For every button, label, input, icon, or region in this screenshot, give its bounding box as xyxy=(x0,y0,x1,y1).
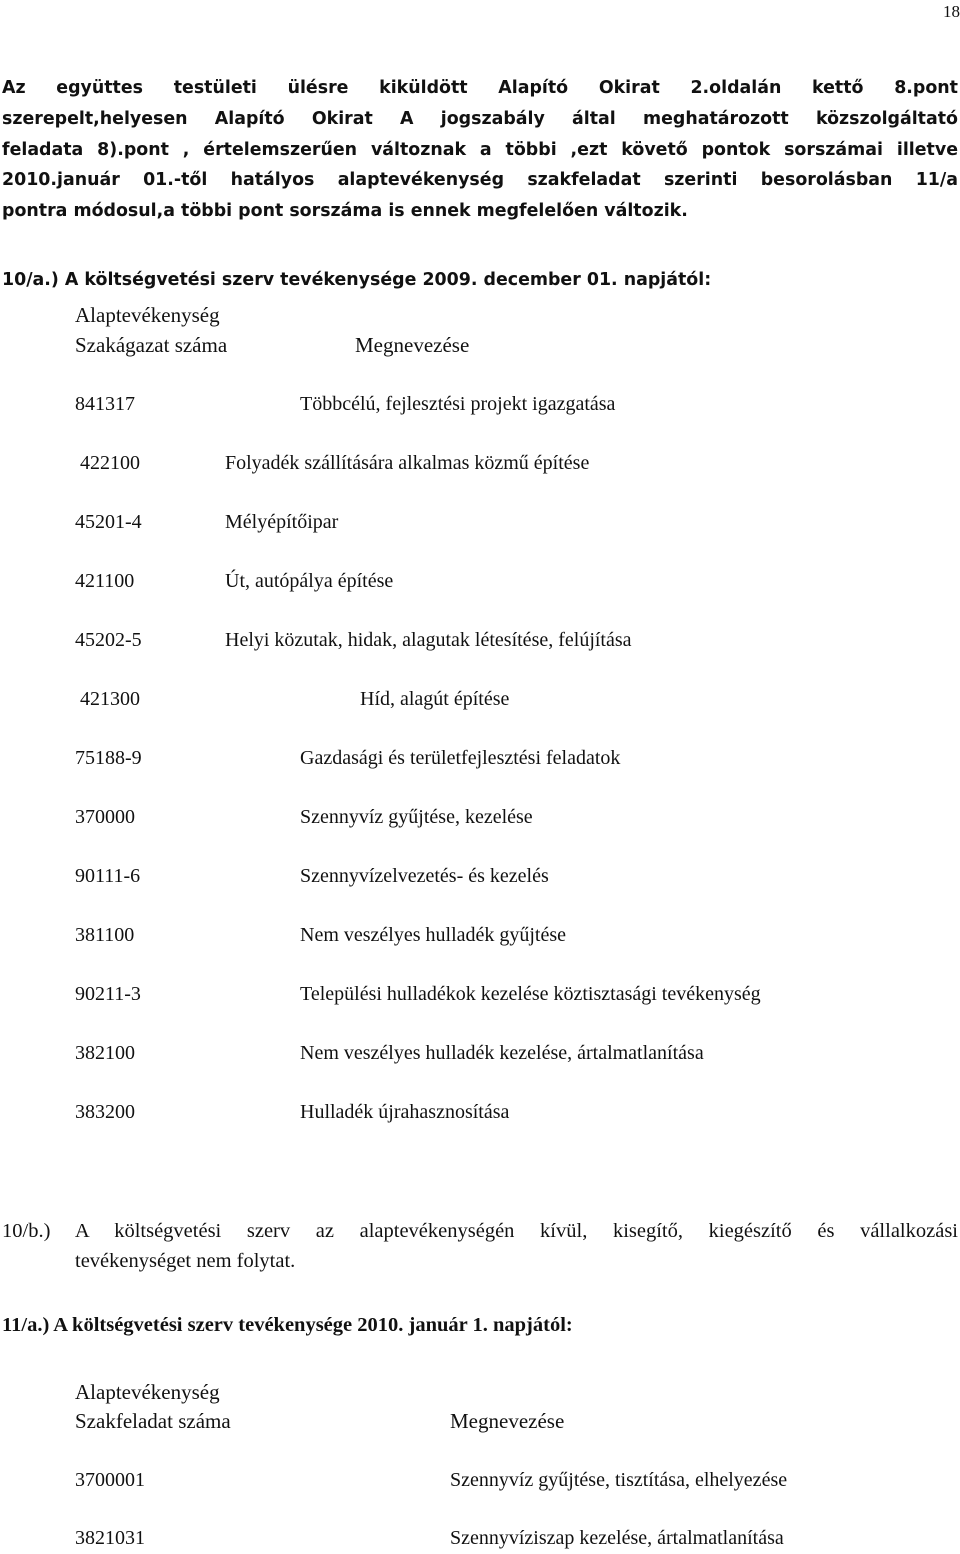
activity-code: 421100 xyxy=(75,570,135,592)
activity-code: 841317 xyxy=(75,393,135,415)
table-header-name: Megnevezése xyxy=(450,1409,565,1433)
activity-name: Híd, alagút építése xyxy=(360,688,510,710)
activity-code: 45202-5 xyxy=(75,629,142,651)
section-10b-paragraph xyxy=(2,1216,958,1276)
activity-name: Nem veszélyes hulladék gyűjtése xyxy=(300,924,567,946)
activity-code: 90211-3 xyxy=(75,983,141,1005)
activity-code: 75188-9 xyxy=(75,747,142,769)
activity-name: Szennyvíz gyűjtése, tisztítása, elhelyezése xyxy=(450,1469,788,1491)
intro-line: pontra módosul,a többi pont sorszáma is ennek megfelelően változik. xyxy=(2,201,688,222)
table-header-code: Szakfeladat száma xyxy=(75,1409,231,1433)
activity-code: 383200 xyxy=(75,1101,135,1123)
intro-line: szerepelt,helyesen Alapító Okirat A jogszabály által meghatározott közszolgáltató xyxy=(2,108,958,129)
table-header-code: Szakágazat száma xyxy=(75,333,228,357)
activity-code: 370000 xyxy=(75,806,135,828)
activity-name: Települési hulladékok kezelése köztisztasági tevékenység xyxy=(300,983,761,1005)
section-11a-title: 11/a.) A költségvetési szerv tevékenysége 2010. január 1. napjától: xyxy=(2,1314,573,1336)
activity-name: Út, autópálya építése xyxy=(225,570,394,592)
activity-code: 382100 xyxy=(75,1042,135,1064)
activity-name: Gazdasági és területfejlesztési feladatok xyxy=(300,747,621,769)
page-number: 18 xyxy=(943,2,960,21)
activity-name: Helyi közutak, hidak, alagutak létesítése, felújítása xyxy=(225,629,632,651)
activity-name: Szennyvíz gyűjtése, kezelése xyxy=(300,806,533,828)
section-10b-line: 10/b.) A költségvetési szerv az alaptevékenységén kívül, kisegítő, kiegészítő és vállalkozási xyxy=(2,1220,958,1242)
activity-code: 381100 xyxy=(75,924,135,946)
section-10b-line: tevékenységet nem folytat. xyxy=(75,1250,296,1272)
intro-line: 2010.január 01.-től hatályos alaptevékenység szakfeladat szerinti besorolásban 11/a xyxy=(2,170,958,191)
activity-code: 90111-6 xyxy=(75,865,141,887)
activity-name: Szennyvíziszap kezelése, ártalmatlanítása xyxy=(450,1527,784,1549)
table-header-alaptevekenyseg: Alaptevékenység xyxy=(75,303,220,327)
table-header-name: Megnevezése xyxy=(355,333,470,357)
table-header-alaptevekenyseg: Alaptevékenység xyxy=(75,1380,220,1404)
intro-line: feladata 8).pont , értelemszerűen változnak a többi ,ezt követő pontok sorszámai illetve xyxy=(2,139,958,160)
activity-name: Hulladék újrahasznosítása xyxy=(300,1101,510,1123)
activity-name: Többcélú, fejlesztési projekt igazgatása xyxy=(300,393,616,415)
activity-code: 422100 xyxy=(80,452,140,474)
activity-code: 421300 xyxy=(80,688,140,710)
intro-line: Az együttes testületi ülésre kiküldött Alapító Okirat 2.oldalán kettő 8.pont xyxy=(2,78,958,98)
activity-name: Mélyépítőipar xyxy=(225,511,339,533)
intro-paragraph xyxy=(2,73,958,227)
activity-name: Szennyvízelvezetés- és kezelés xyxy=(300,865,549,887)
activity-code: 3821031 xyxy=(75,1527,145,1549)
section-10a-title: 10/a.) A költségvetési szerv tevékenysége 2009. december 01. napjától: xyxy=(2,270,712,290)
activity-code: 45201-4 xyxy=(75,511,142,533)
activity-name: Nem veszélyes hulladék kezelése, ártalmatlanítása xyxy=(300,1042,704,1064)
activity-code: 3700001 xyxy=(75,1469,145,1491)
activity-name: Folyadék szállítására alkalmas közmű építése xyxy=(225,452,590,474)
